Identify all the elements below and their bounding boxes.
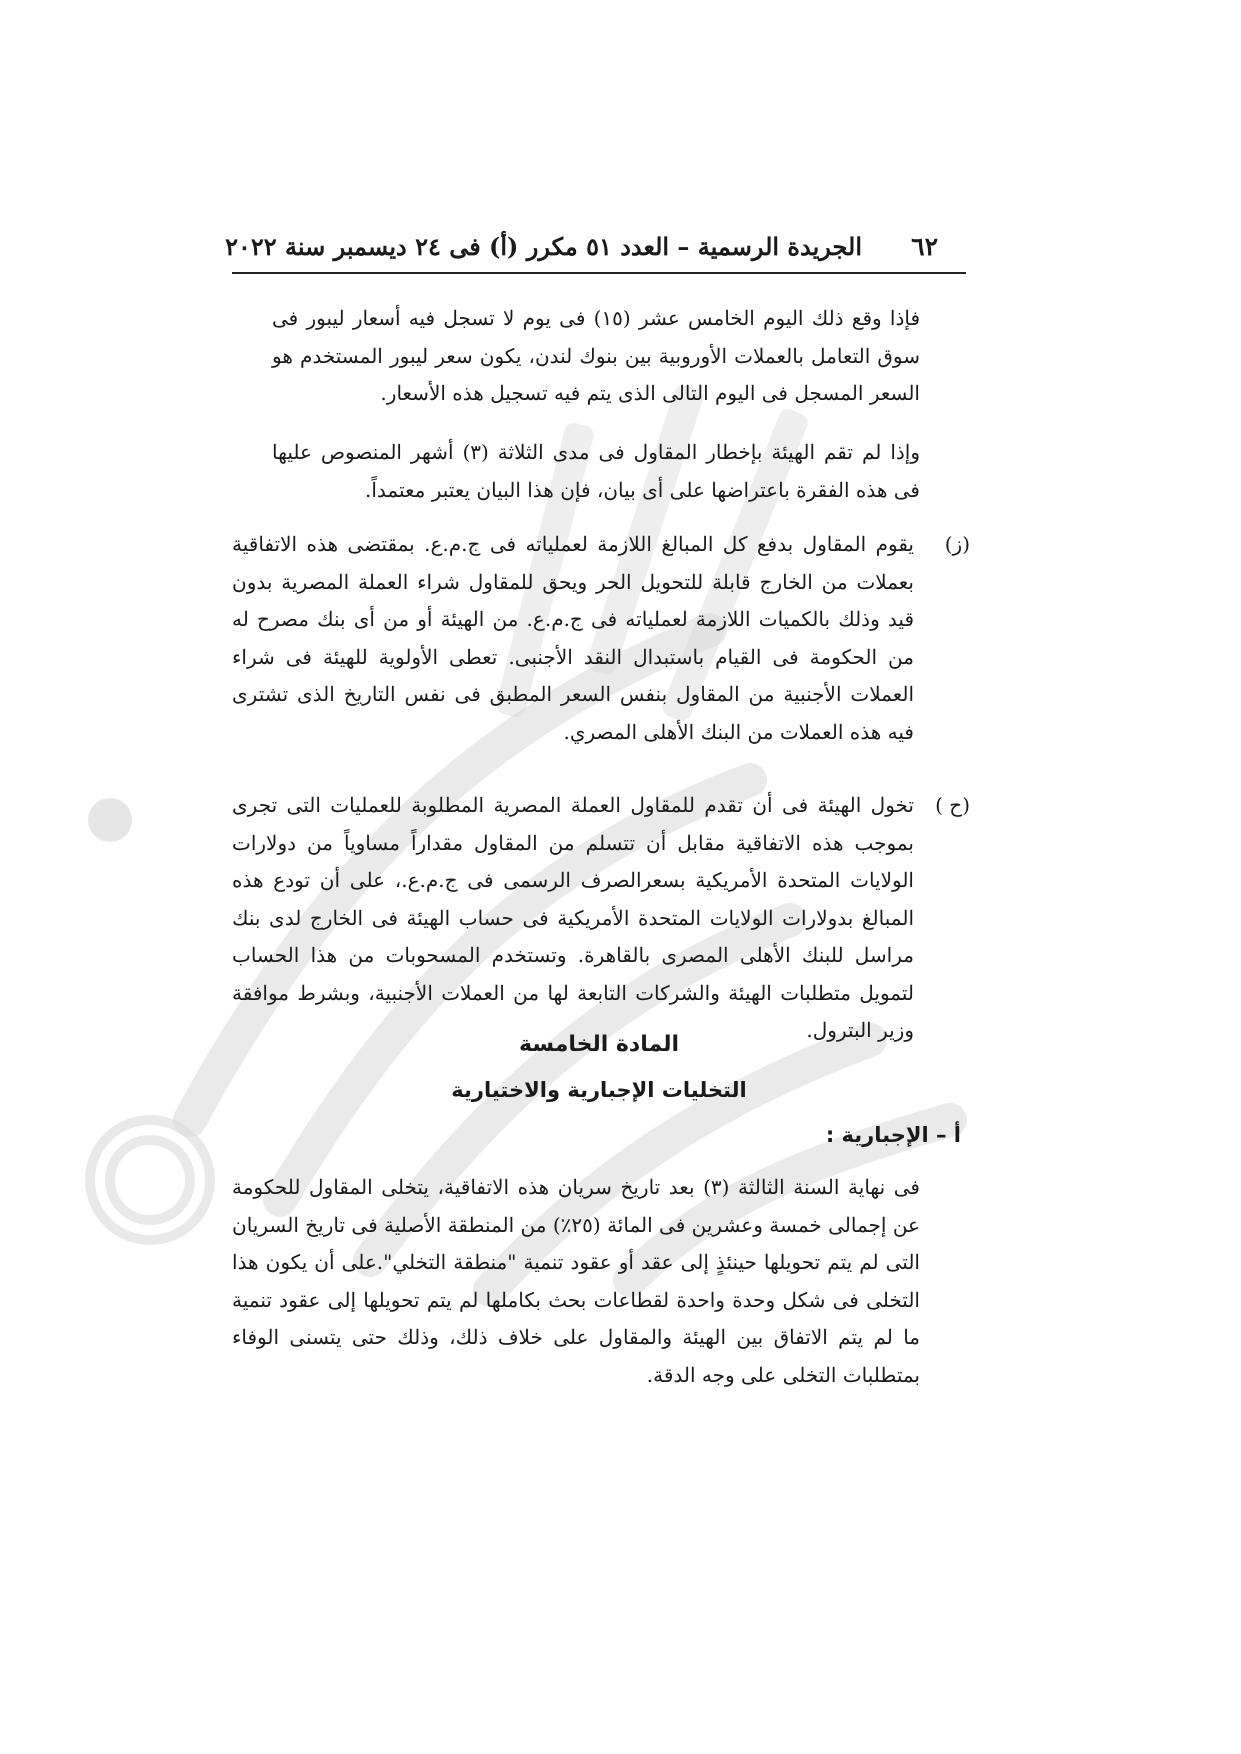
- item-marker: (ح ): [935, 793, 970, 817]
- article-title: المادة الخامسة: [518, 1032, 679, 1057]
- page-number: ٦٢: [911, 232, 938, 261]
- paragraph-mandatory-relinquishment: فى نهاية السنة الثالثة (٣) بعد تاريخ سريان هذه الاتفاقية، يتخلى المقاول للحكومة عن إجمالى خمسة وعشرين فى المائة (٢٥٪) من المنطقة الأصلية فى تاريخ السريان التى لم يتم تحويلها حينئذٍ إلى عقد أو عقود تنمية "منطقة التخلي".على أن يكون هذا التخلى فى شكل وحدة واحدة لقطاعات بحث بكاملها لم يتم تحويلها إلى عقود تنمية ما لم يتم الاتفاق بين الهيئة والمقاول على خلاف ذلك، وذلك حتى يتسنى الوفاء بمتطلبات التخلى على وجه الدقة.: [232, 1175, 920, 1387]
- paragraph-notification: وإذا لم تقم الهيئة بإخطار المقاول فى مدى الثلاثة (٣) أشهر المنصوص عليها فى هذه الفقرة باعتراضها على أى بيان، فإن هذا البيان يعتبر معتمداً.: [272, 440, 920, 502]
- item-text: تخول الهيئة فى أن تقدم للمقاول العملة المصرية المطلوبة للعمليات التى تجرى بموجب هذه الاتفاقية مقابل أن تتسلم من المقاول مقداراً مساوياً من دولارات الولايات المتحدة الأمريكية بسعرالصرف الرسمى فى ج.م.ع.، على أن تودع هذه المبالغ بدولارات الولايات المتحدة الأمريكية فى حساب الهيئة فى الخارج لدى بنك مراسل للبنك الأهلى المصرى بالقاهرة. وتستخدم المسحوبات من هذا الحساب لتمويل متطلبات الهيئة والشركات التابعة لها من العملات الأجنبية، وبشرط موافقة وزير البترول.: [232, 793, 914, 1042]
- section-heading: أ – الإجبارية :: [825, 1123, 961, 1147]
- running-title: الجريدة الرسمية – العدد ٥١ مكرر (أ) فى ٢٤ ديسمبر سنة ٢٠٢٢: [225, 232, 862, 261]
- paragraph-libor-fallback: فإذا وقع ذلك اليوم الخامس عشر (١٥) فى يوم لا تسجل فيه أسعار ليبور فى سوق التعامل بالعملات الأوروبية بين بنوك لندن، يكون سعر ليبور المستخدم هو السعر المسجل فى اليوم التالى الذى يتم فيه تسجيل هذه الأسعار.: [272, 306, 921, 405]
- article-subtitle: التخليات الإجبارية والاختيارية: [451, 1078, 747, 1102]
- item-marker: (ز): [944, 532, 970, 556]
- page-header: [225, 228, 966, 268]
- item-text: يقوم المقاول بدفع كل المبالغ اللازمة لعملياته فى ج.م.ع. بمقتضى هذه الاتفاقية بعملات من الخارج قابلة للتحويل الحر ويحق للمقاول شراء العملة المصرية بدون قيد وذلك بالكميات اللازمة لعملياته فى ج.م.ع. من الهيئة أو من أى بنك مصرح له من الحكومة فى القيام باستبدال النقد الأجنبى. تعطى الأولوية للهيئة فى شراء العملات الأجنبية من المقاول بنفس السعر المطبق فى نفس التاريخ الذى تشترى فيه هذه العملات من البنك الأهلى المصري.: [232, 532, 914, 744]
- header-divider: [232, 272, 966, 274]
